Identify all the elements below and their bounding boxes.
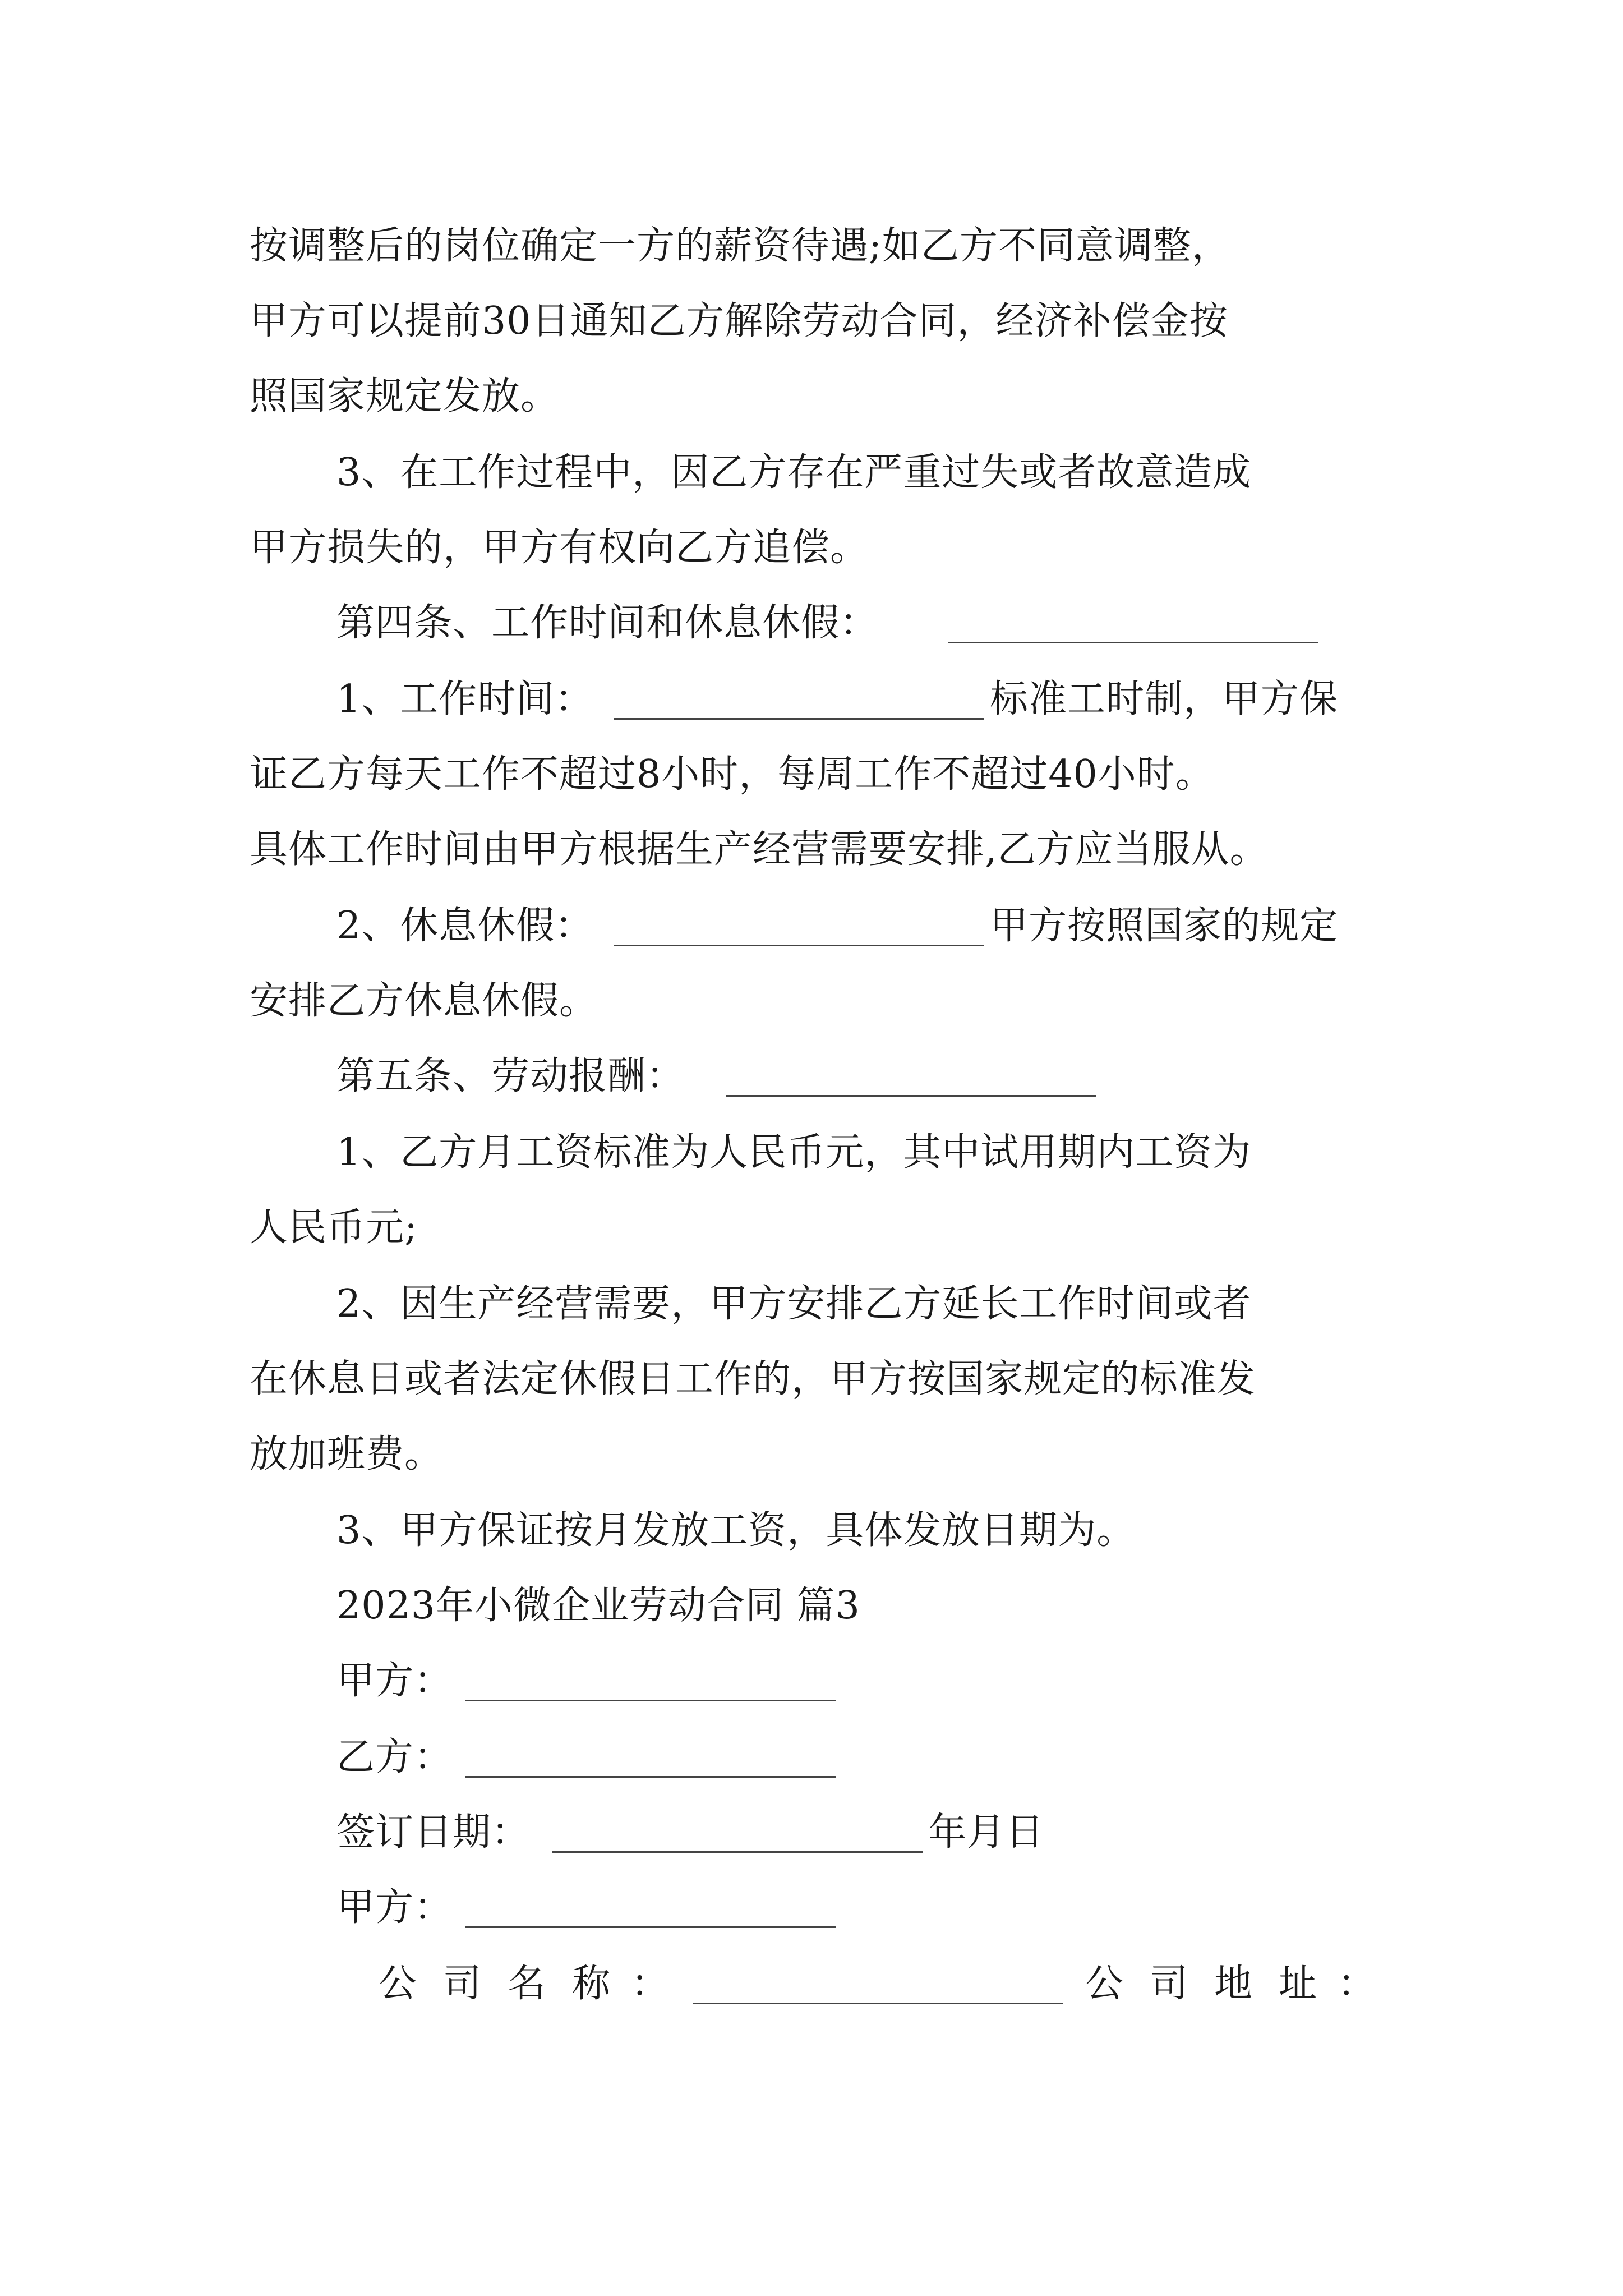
paragraph-line [0,1492,1623,1570]
blank-line [614,718,984,720]
party-a-line-2 [0,1869,1623,1947]
text-line: 甲方可以提前30日通知乙方解除劳动合同，经济补偿金按 [250,299,1228,343]
text-line: 安排乙方休息休假。 [250,979,598,1023]
party-a-line [0,1642,1623,1720]
section-title [0,1567,1623,1645]
paragraph-line [0,1265,1623,1343]
paragraph-line [0,1114,1623,1192]
blank-line [726,1095,1096,1097]
paragraph-line [0,1415,1623,1494]
article-4-heading [0,584,1623,662]
blank-line [465,1776,836,1778]
company-name-label-char: 司 [443,1962,482,2006]
paragraph-line [0,509,1623,587]
company-address-label-char: ： [1338,1962,1377,2006]
text-line: 甲方损失的，甲方有权向乙方追偿。 [250,526,869,570]
text-line: 在休息日或者法定休假日工作的，甲方按国家规定的标准发 [250,1357,1256,1401]
text-line: 标准工时制，甲方保 [990,677,1339,721]
sign-date-line [0,1793,1623,1872]
paragraph-line [0,357,1623,436]
work-time-line [0,660,1623,739]
company-address-label-char: 司 [1150,1962,1189,2006]
article-label: 第五条、劳动报酬： [336,1054,685,1098]
paragraph-line [0,207,1623,286]
article-5-heading [0,1037,1623,1116]
company-name-label-char: 公 [379,1962,418,2006]
party-a-label: 甲方： [336,1659,453,1703]
text-line: 3、在工作过程中，因乙方存在严重过失或者故意造成 [336,450,1252,495]
section-title-text: 2023年小微企业劳动合同 篇3 [336,1584,860,1628]
paragraph-line [0,1189,1623,1267]
company-address-label-char: 公 [1085,1962,1124,2006]
sign-date-suffix: 年月日 [928,1810,1045,1855]
party-a-label: 甲方： [336,1885,453,1930]
paragraph-line [0,962,1623,1041]
blank-line [614,945,984,946]
company-address-label-char: 址 [1279,1962,1318,2006]
text-line: 人民币元; [250,1205,418,1250]
company-name-label-char: ： [631,1962,670,2006]
company-name-label-char: 称 [572,1962,611,2006]
company-name-label-char: 名 [508,1962,547,2006]
text-line: 3、甲方保证按月发放工资，具体发放日期为。 [336,1508,1136,1553]
blank-line [948,642,1318,643]
paragraph-line [0,1340,1623,1419]
company-info-line [0,1945,1623,2023]
blank-line [552,1851,923,1853]
text-line: 具体工作时间由甲方根据生产经营需要安排,乙方应当服从。 [250,827,1269,872]
rest-label: 2、休息休假： [336,904,594,948]
text-line: 证乙方每天工作不超过8小时，每周工作不超过40小时。 [250,752,1214,797]
paragraph-line [0,811,1623,889]
article-label: 第四条、工作时间和休息休假： [336,601,879,645]
blank-line [693,2003,1063,2004]
text-line: 放加班费。 [250,1432,444,1476]
work-time-label: 1、工作时间： [336,677,594,721]
text-line: 按调整后的岗位确定一方的薪资待遇;如乙方不同意调整， [250,224,1230,268]
party-b-label: 乙方： [336,1735,453,1779]
rest-line [0,887,1623,965]
text-line: 2、因生产经营需要，甲方安排乙方延长工作时间或者 [336,1282,1252,1326]
text-line: 1、乙方月工资标准为人民币元，其中试用期内工资为 [336,1130,1252,1175]
paragraph-line [0,434,1623,512]
paragraph-line [0,735,1623,814]
blank-line [465,1700,836,1701]
text-line: 照国家规定发放。 [250,374,560,418]
party-b-line [0,1718,1623,1797]
paragraph-line [0,282,1623,361]
text-line: 甲方按照国家的规定 [990,904,1339,948]
sign-date-label: 签订日期： [336,1810,531,1855]
company-address-label-char: 地 [1214,1962,1253,2006]
blank-line [465,1926,836,1928]
